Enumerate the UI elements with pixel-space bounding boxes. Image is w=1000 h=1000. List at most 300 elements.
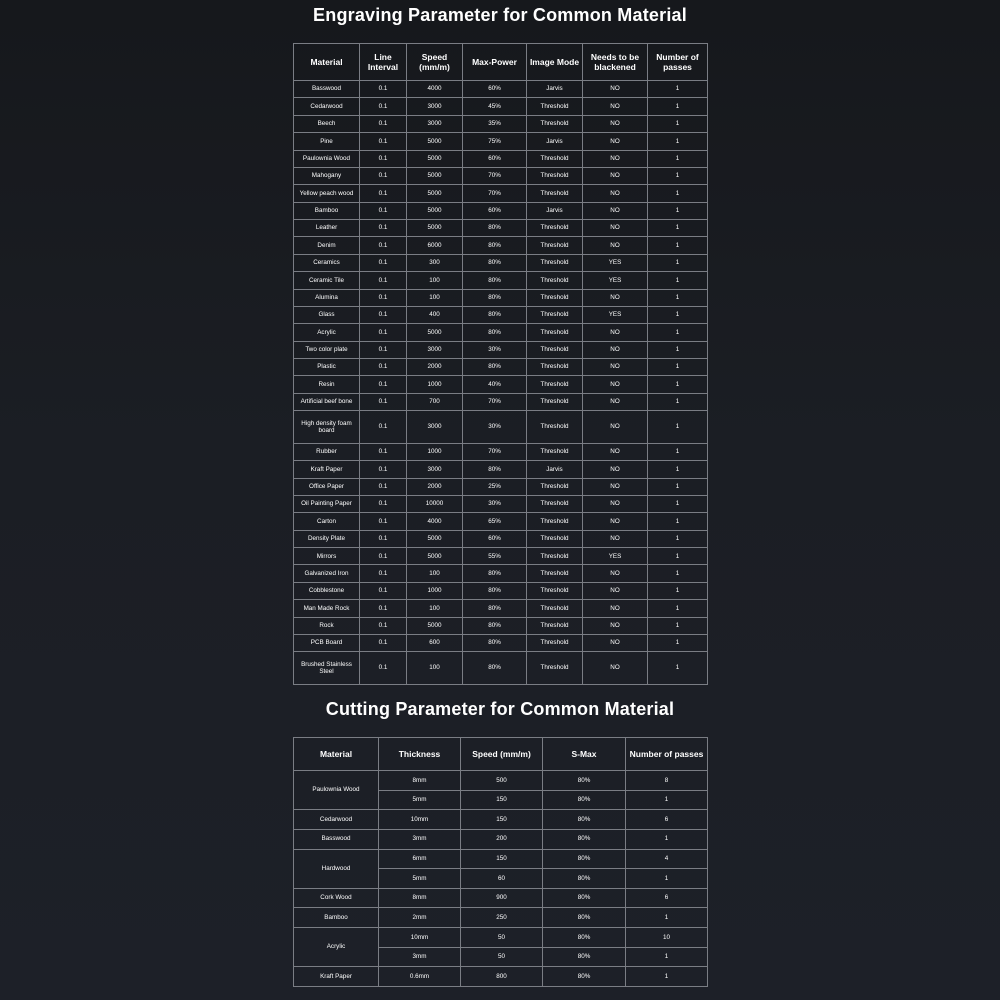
table-cell: Threshold xyxy=(527,600,583,617)
table-cell: 0.1 xyxy=(360,530,407,547)
table-cell: PCB Board xyxy=(294,634,360,651)
table-cell: 0.1 xyxy=(360,220,407,237)
table-cell: 0.1 xyxy=(360,582,407,599)
table-cell: 5000 xyxy=(407,202,463,219)
table-cell: Acrylic xyxy=(294,324,360,341)
table-cell: 80% xyxy=(543,908,626,928)
table-cell: 5000 xyxy=(407,324,463,341)
table-cell: Threshold xyxy=(527,393,583,410)
table-cell: 30% xyxy=(463,411,527,444)
table-cell: 6 xyxy=(626,888,708,908)
table-cell: Resin xyxy=(294,376,360,393)
table-row xyxy=(294,548,708,565)
table-cell: 1 xyxy=(648,98,708,115)
table-row xyxy=(294,376,708,393)
table-cell: 1 xyxy=(648,359,708,376)
table-row xyxy=(294,810,708,830)
table-cell: 4 xyxy=(626,849,708,869)
table-cell: YES xyxy=(583,548,648,565)
table-cell: Threshold xyxy=(527,548,583,565)
table-cell: YES xyxy=(583,254,648,271)
table-cell: 3000 xyxy=(407,98,463,115)
table-cell: 6 xyxy=(626,810,708,830)
table-cell: 3mm xyxy=(379,829,461,849)
table-cell: 80% xyxy=(463,461,527,478)
column-header: Number of passes xyxy=(626,738,708,771)
table-cell: 1 xyxy=(648,237,708,254)
table-cell: 1 xyxy=(648,461,708,478)
table-cell: NO xyxy=(583,341,648,358)
table-cell: 1 xyxy=(648,393,708,410)
table-cell: 8 xyxy=(626,771,708,791)
table-cell: Ceramic Tile xyxy=(294,272,360,289)
table-row xyxy=(294,254,708,271)
table-cell: 8mm xyxy=(379,771,461,791)
table-cell: Jarvis xyxy=(527,81,583,98)
table-cell: 1 xyxy=(648,150,708,167)
table-cell: Threshold xyxy=(527,220,583,237)
table-row xyxy=(294,393,708,410)
table-cell: NO xyxy=(583,324,648,341)
table-cell: 80% xyxy=(463,237,527,254)
table-header-row xyxy=(294,738,708,771)
table-cell: Jarvis xyxy=(527,133,583,150)
table-row xyxy=(294,272,708,289)
column-header: Number of passes xyxy=(648,44,708,81)
table-cell: 5000 xyxy=(407,150,463,167)
table-cell: Threshold xyxy=(527,565,583,582)
table-cell: 80% xyxy=(463,600,527,617)
table-cell: NO xyxy=(583,582,648,599)
table-cell: 100 xyxy=(407,272,463,289)
column-header: S-Max xyxy=(543,738,626,771)
table-cell: 80% xyxy=(463,634,527,651)
table-cell: 35% xyxy=(463,115,527,132)
table-row xyxy=(294,359,708,376)
table-cell: 1 xyxy=(648,306,708,323)
table-cell: 1 xyxy=(648,443,708,460)
table-cell: 70% xyxy=(463,393,527,410)
table-cell: 3000 xyxy=(407,115,463,132)
table-row xyxy=(294,617,708,634)
table-cell: Threshold xyxy=(527,582,583,599)
column-header: Needs to be blackened xyxy=(583,44,648,81)
table-cell: 80% xyxy=(463,306,527,323)
table-cell: Threshold xyxy=(527,341,583,358)
material-cell: Hardwood xyxy=(294,849,379,888)
table-cell: 1 xyxy=(648,478,708,495)
table-cell: NO xyxy=(583,411,648,444)
material-cell: Basswood xyxy=(294,829,379,849)
table-cell: 80% xyxy=(463,565,527,582)
table-cell: Threshold xyxy=(527,98,583,115)
table-cell: NO xyxy=(583,115,648,132)
table-cell: Rubber xyxy=(294,443,360,460)
table-row xyxy=(294,289,708,306)
table-row xyxy=(294,167,708,184)
table-cell: 1 xyxy=(648,202,708,219)
table-cell: 0.1 xyxy=(360,115,407,132)
table-cell: Threshold xyxy=(527,115,583,132)
table-cell: 80% xyxy=(543,869,626,889)
table-cell: 1 xyxy=(648,324,708,341)
table-cell: 10mm xyxy=(379,810,461,830)
table-cell: NO xyxy=(583,393,648,410)
table-cell: 0.1 xyxy=(360,150,407,167)
table-cell: 1 xyxy=(626,790,708,810)
table-row xyxy=(294,565,708,582)
table-cell: 80% xyxy=(543,829,626,849)
material-cell: Kraft Paper xyxy=(294,967,379,987)
table-cell: 1 xyxy=(648,341,708,358)
table-cell: NO xyxy=(583,478,648,495)
table-row xyxy=(294,530,708,547)
table-cell: 80% xyxy=(463,582,527,599)
table-row xyxy=(294,443,708,460)
cutting-parameter-table xyxy=(293,737,708,987)
table-cell: 1 xyxy=(648,376,708,393)
table-cell: Two color plate xyxy=(294,341,360,358)
table-cell: YES xyxy=(583,306,648,323)
table-cell: 60% xyxy=(463,150,527,167)
table-cell: NO xyxy=(583,81,648,98)
table-cell: 40% xyxy=(463,376,527,393)
table-cell: Threshold xyxy=(527,150,583,167)
table-cell: 0.6mm xyxy=(379,967,461,987)
table-cell: 0.1 xyxy=(360,98,407,115)
table-cell: NO xyxy=(583,600,648,617)
table-cell: 300 xyxy=(407,254,463,271)
table-cell: 3mm xyxy=(379,947,461,967)
table-cell: Brushed Stainless Steel xyxy=(294,652,360,685)
table-cell: 500 xyxy=(461,771,543,791)
table-cell: 1 xyxy=(648,565,708,582)
table-cell: 5000 xyxy=(407,220,463,237)
table-cell: 80% xyxy=(463,617,527,634)
table-cell: Artificial beef bone xyxy=(294,393,360,410)
table-row xyxy=(294,202,708,219)
table-cell: 1 xyxy=(648,530,708,547)
table-cell: 60% xyxy=(463,530,527,547)
table-cell: 0.1 xyxy=(360,513,407,530)
table-cell: 2000 xyxy=(407,359,463,376)
table-cell: 1 xyxy=(626,947,708,967)
table-cell: 0.1 xyxy=(360,289,407,306)
table-cell: Paulownia Wood xyxy=(294,150,360,167)
table-cell: 150 xyxy=(461,790,543,810)
table-cell: Threshold xyxy=(527,272,583,289)
table-row xyxy=(294,967,708,987)
table-cell: 5000 xyxy=(407,530,463,547)
table-cell: Threshold xyxy=(527,167,583,184)
table-cell: 4000 xyxy=(407,513,463,530)
table-cell: Ceramics xyxy=(294,254,360,271)
table-cell: 150 xyxy=(461,810,543,830)
table-cell: 75% xyxy=(463,133,527,150)
table-row xyxy=(294,411,708,444)
table-cell: 0.1 xyxy=(360,324,407,341)
table-cell: Cedarwood xyxy=(294,98,360,115)
table-cell: 1 xyxy=(648,652,708,685)
table-cell: NO xyxy=(583,530,648,547)
table-row xyxy=(294,634,708,651)
table-cell: 5000 xyxy=(407,167,463,184)
table-cell: 0.1 xyxy=(360,272,407,289)
table-cell: 0.1 xyxy=(360,393,407,410)
table-row xyxy=(294,495,708,512)
material-cell: Cork Wood xyxy=(294,888,379,908)
table-cell: 5mm xyxy=(379,869,461,889)
table-row xyxy=(294,115,708,132)
table-cell: 1 xyxy=(648,600,708,617)
table-cell: 1 xyxy=(648,167,708,184)
table-cell: 5000 xyxy=(407,617,463,634)
table-cell: Plastic xyxy=(294,359,360,376)
table-cell: 6mm xyxy=(379,849,461,869)
table-cell: Threshold xyxy=(527,530,583,547)
table-cell: Threshold xyxy=(527,634,583,651)
table-cell: Basswood xyxy=(294,81,360,98)
table-cell: 400 xyxy=(407,306,463,323)
material-cell: Paulownia Wood xyxy=(294,771,379,810)
table-cell: 80% xyxy=(463,359,527,376)
table-cell: 4000 xyxy=(407,81,463,98)
table-cell: 0.1 xyxy=(360,565,407,582)
table-cell: 3000 xyxy=(407,461,463,478)
table-cell: 700 xyxy=(407,393,463,410)
table-cell: 80% xyxy=(463,289,527,306)
table-row xyxy=(294,849,708,869)
table-cell: NO xyxy=(583,652,648,685)
table-cell: Cobblestone xyxy=(294,582,360,599)
table-cell: Threshold xyxy=(527,478,583,495)
table-row xyxy=(294,185,708,202)
material-cell: Bamboo xyxy=(294,908,379,928)
table-row xyxy=(294,220,708,237)
column-header: Material xyxy=(294,44,360,81)
column-header: Speed (mm/m) xyxy=(461,738,543,771)
table-cell: Threshold xyxy=(527,185,583,202)
table-cell: 1 xyxy=(648,548,708,565)
table-cell: NO xyxy=(583,443,648,460)
table-cell: 80% xyxy=(543,790,626,810)
table-cell: NO xyxy=(583,133,648,150)
table-cell: 0.1 xyxy=(360,359,407,376)
table-row xyxy=(294,908,708,928)
table-cell: Threshold xyxy=(527,324,583,341)
table-cell: 1 xyxy=(626,869,708,889)
table-cell: Rock xyxy=(294,617,360,634)
table-cell: 1 xyxy=(648,220,708,237)
table-cell: NO xyxy=(583,461,648,478)
table-cell: 0.1 xyxy=(360,376,407,393)
table-cell: 1 xyxy=(648,81,708,98)
column-header: Image Mode xyxy=(527,44,583,81)
table-cell: 50 xyxy=(461,928,543,948)
table-header-row xyxy=(294,44,708,81)
table-cell: Threshold xyxy=(527,652,583,685)
table-cell: 100 xyxy=(407,600,463,617)
table-cell: 0.1 xyxy=(360,167,407,184)
column-header: Line Interval xyxy=(360,44,407,81)
table-cell: 0.1 xyxy=(360,548,407,565)
table-cell: Threshold xyxy=(527,289,583,306)
table-cell: NO xyxy=(583,634,648,651)
table-cell: Mahogany xyxy=(294,167,360,184)
table-cell: 80% xyxy=(463,220,527,237)
table-cell: Density Plate xyxy=(294,530,360,547)
table-row xyxy=(294,150,708,167)
table-row xyxy=(294,478,708,495)
table-cell: NO xyxy=(583,617,648,634)
table-cell: 5mm xyxy=(379,790,461,810)
table-cell: 70% xyxy=(463,443,527,460)
table-cell: 25% xyxy=(463,478,527,495)
table-cell: 0.1 xyxy=(360,652,407,685)
table-cell: NO xyxy=(583,237,648,254)
table-cell: 10 xyxy=(626,928,708,948)
table-row xyxy=(294,237,708,254)
table-cell: NO xyxy=(583,98,648,115)
table-cell: 1000 xyxy=(407,443,463,460)
table-row xyxy=(294,98,708,115)
table-cell: Threshold xyxy=(527,411,583,444)
table-cell: 1 xyxy=(648,272,708,289)
column-header: Thickness xyxy=(379,738,461,771)
table-cell: 60 xyxy=(461,869,543,889)
table-cell: 1 xyxy=(626,829,708,849)
table-cell: 80% xyxy=(543,928,626,948)
table-row xyxy=(294,829,708,849)
table-cell: Alumina xyxy=(294,289,360,306)
table-cell: NO xyxy=(583,185,648,202)
table-row xyxy=(294,652,708,685)
table-cell: 1 xyxy=(648,289,708,306)
table-cell: 80% xyxy=(543,888,626,908)
table-row xyxy=(294,133,708,150)
table-cell: 1 xyxy=(648,133,708,150)
table-cell: Leather xyxy=(294,220,360,237)
table-cell: 8mm xyxy=(379,888,461,908)
table-cell: 150 xyxy=(461,849,543,869)
table-cell: 1 xyxy=(648,513,708,530)
table-row xyxy=(294,600,708,617)
table-row xyxy=(294,341,708,358)
table-cell: 80% xyxy=(543,771,626,791)
table-cell: NO xyxy=(583,359,648,376)
table-cell: 0.1 xyxy=(360,495,407,512)
table-cell: NO xyxy=(583,150,648,167)
table-cell: 0.1 xyxy=(360,306,407,323)
table-cell: 70% xyxy=(463,167,527,184)
table-cell: 1 xyxy=(648,185,708,202)
table-cell: 1000 xyxy=(407,582,463,599)
table-row xyxy=(294,888,708,908)
table-cell: Oil Painting Paper xyxy=(294,495,360,512)
table-cell: 80% xyxy=(463,324,527,341)
table-cell: 6000 xyxy=(407,237,463,254)
table-cell: 1 xyxy=(648,254,708,271)
engraving-parameter-table xyxy=(293,43,708,685)
table-cell: Man Made Rock xyxy=(294,600,360,617)
table-cell: Threshold xyxy=(527,306,583,323)
table-cell: 80% xyxy=(463,254,527,271)
table-cell: Threshold xyxy=(527,359,583,376)
table-cell: 1 xyxy=(648,495,708,512)
table-cell: 45% xyxy=(463,98,527,115)
table-cell: 10000 xyxy=(407,495,463,512)
table-cell: 1000 xyxy=(407,376,463,393)
table-cell: Kraft Paper xyxy=(294,461,360,478)
table-cell: 55% xyxy=(463,548,527,565)
table-cell: Jarvis xyxy=(527,202,583,219)
table-cell: 2000 xyxy=(407,478,463,495)
table-cell: Threshold xyxy=(527,254,583,271)
table-cell: 1 xyxy=(648,617,708,634)
material-cell: Cedarwood xyxy=(294,810,379,830)
table-cell: 100 xyxy=(407,289,463,306)
table-cell: 60% xyxy=(463,81,527,98)
table-cell: 0.1 xyxy=(360,617,407,634)
table-cell: 1 xyxy=(648,411,708,444)
table-cell: 30% xyxy=(463,495,527,512)
table-cell: 1 xyxy=(626,908,708,928)
table-cell: 0.1 xyxy=(360,634,407,651)
table-row xyxy=(294,928,708,948)
table-cell: NO xyxy=(583,167,648,184)
cutting-title: Cutting Parameter for Common Material xyxy=(325,699,675,719)
table-cell: 0.1 xyxy=(360,254,407,271)
table-row xyxy=(294,81,708,98)
table-cell: Pine xyxy=(294,133,360,150)
table-cell: NO xyxy=(583,220,648,237)
table-cell: 600 xyxy=(407,634,463,651)
table-cell: 80% xyxy=(543,810,626,830)
table-cell: NO xyxy=(583,565,648,582)
table-cell: 0.1 xyxy=(360,202,407,219)
table-cell: Threshold xyxy=(527,513,583,530)
table-cell: 200 xyxy=(461,829,543,849)
table-cell: 1 xyxy=(648,115,708,132)
table-cell: Mirrors xyxy=(294,548,360,565)
table-cell: 0.1 xyxy=(360,133,407,150)
table-cell: Office Paper xyxy=(294,478,360,495)
table-cell: 5000 xyxy=(407,548,463,565)
table-cell: 1 xyxy=(626,967,708,987)
table-row xyxy=(294,582,708,599)
table-cell: Beech xyxy=(294,115,360,132)
table-row xyxy=(294,324,708,341)
engraving-title: Engraving Parameter for Common Material xyxy=(313,5,687,25)
table-cell: Glass xyxy=(294,306,360,323)
table-cell: NO xyxy=(583,495,648,512)
column-header: Material xyxy=(294,738,379,771)
table-cell: 250 xyxy=(461,908,543,928)
table-cell: 65% xyxy=(463,513,527,530)
material-cell: Acrylic xyxy=(294,928,379,967)
column-header: Speed (mm/m) xyxy=(407,44,463,81)
table-cell: 100 xyxy=(407,652,463,685)
table-cell: NO xyxy=(583,202,648,219)
column-header: Max-Power xyxy=(463,44,527,81)
table-cell: Threshold xyxy=(527,376,583,393)
table-cell: 30% xyxy=(463,341,527,358)
table-cell: High density foam board xyxy=(294,411,360,444)
table-cell: Galvanized Iron xyxy=(294,565,360,582)
table-cell: 3000 xyxy=(407,341,463,358)
table-row xyxy=(294,461,708,478)
table-cell: 0.1 xyxy=(360,185,407,202)
